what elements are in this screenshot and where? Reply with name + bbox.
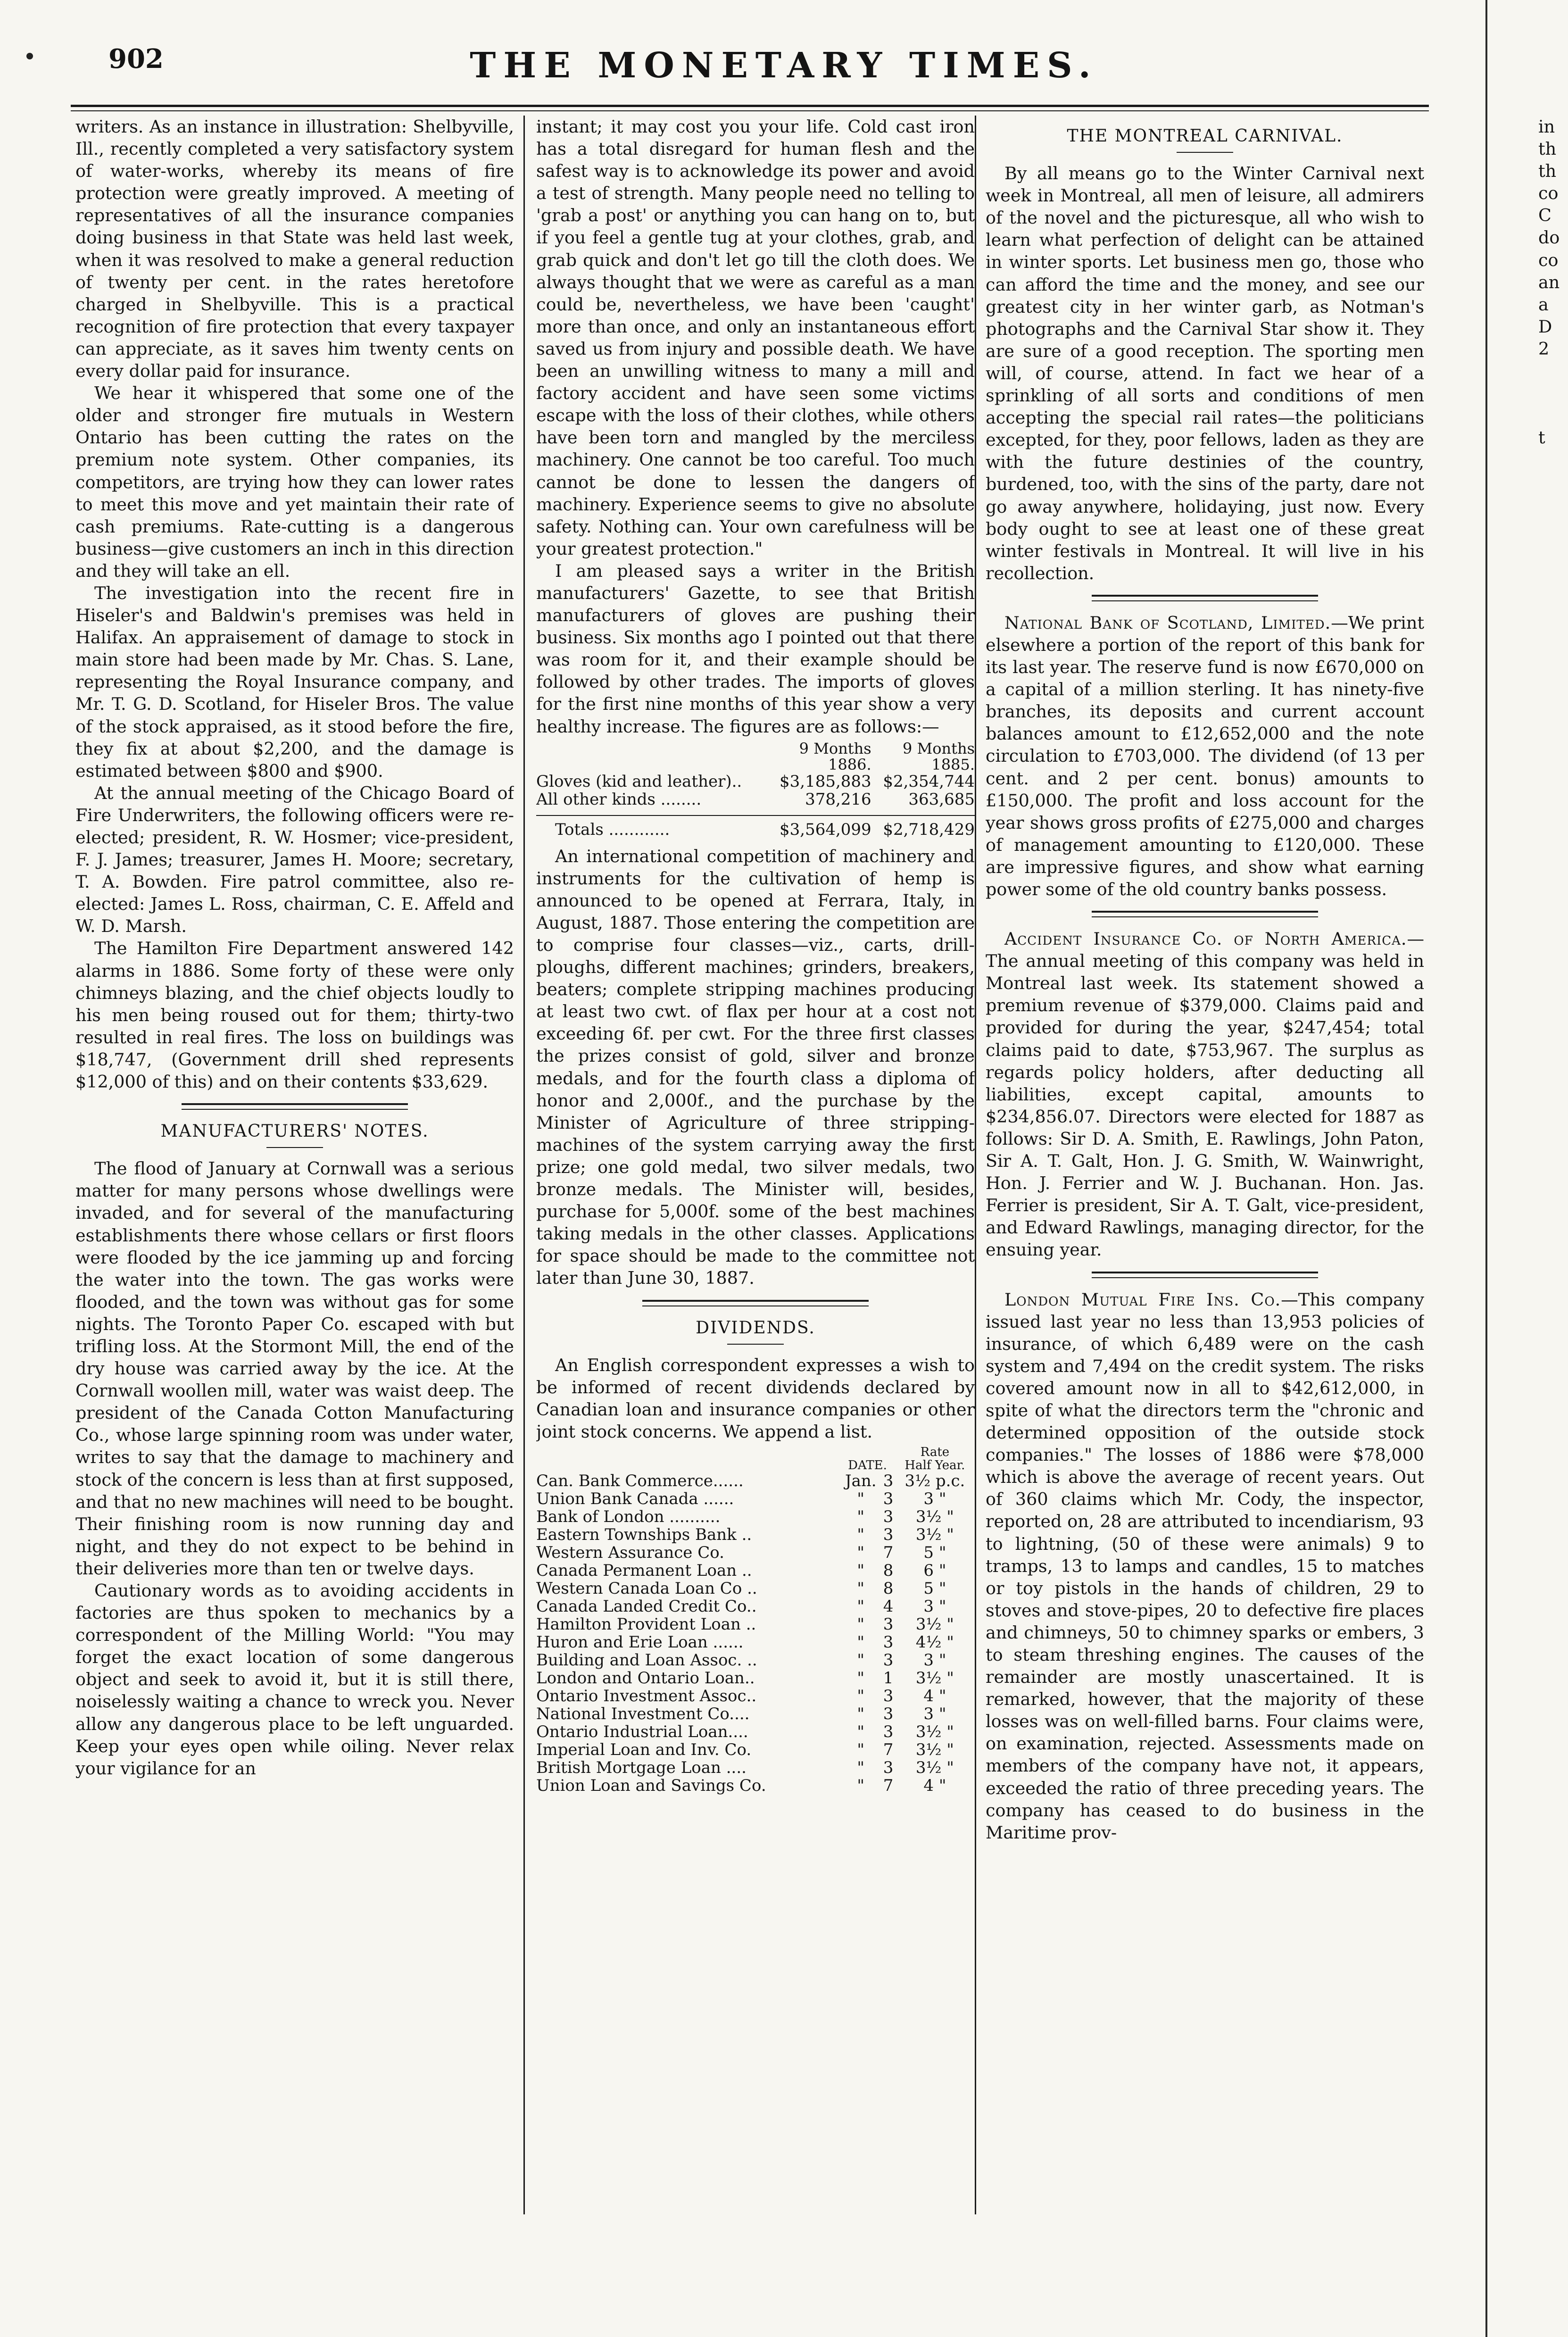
gloves-row-value-b: 363,685 [908, 790, 975, 809]
dividend-rate: 3½ " [915, 1525, 954, 1544]
paragraph-halifax-fire: The investigation into the recent fire in Hiseler's and Baldwin's premises was held in Halifax. An appraisement of damage to stock in main store had been made by Mr. Chas. S. Lane, representing the Royal Insurance company, and Mr. T. G. D. Scotland, for Hiseler Bros. The value of the stock appraised, as it stood before the fire, they fix at about $2,200, and the damage is estimated between $800 and $900. [75, 582, 514, 781]
table-row [536, 1759, 975, 1777]
edge-fragment [1538, 516, 1567, 538]
masthead-title: THE MONETARY TIMES. [470, 45, 1098, 86]
dividend-month: " [857, 1525, 865, 1544]
dividend-day: 3 [883, 1614, 894, 1634]
gloves-year-a: 1886. [828, 755, 871, 773]
paragraph-cautionary-words: Cautionary words as to avoiding accidents in factories are thus spoken to mechanics by a correspondent of the Milling World: "You may forget the exact location of some dangerous object and seek to avoid it, but it is still there, noiselessly waiting a chance to wreck you. Never allow any dangerous place to be left unguarded. Keep your eyes open while oiling. Never relax your vigilance for an [75, 1580, 514, 1779]
edge-fragment: C [1538, 205, 1551, 226]
dividend-company-name: Building and Loan Assoc. .. [536, 1650, 757, 1670]
dividend-day: 3 [883, 1686, 894, 1705]
gloves-head-a: 9 Months [799, 739, 871, 757]
gloves-row-value-b: $2,354,744 [883, 772, 975, 791]
dividend-company-name: Canada Landed Credit Co.. [536, 1597, 757, 1616]
dividend-day: 3 [883, 1632, 894, 1652]
table-row [536, 1597, 975, 1615]
table-row [536, 790, 975, 808]
paragraph-london-mutual [986, 1289, 1424, 1844]
edge-fragment: do [1538, 227, 1560, 248]
dividend-company-name: Western Assurance Co. [536, 1543, 724, 1562]
dividend-day: 3 [883, 1525, 894, 1544]
table-row [536, 1526, 975, 1544]
dividend-month: " [857, 1704, 865, 1723]
section-separator [1092, 595, 1318, 601]
table-row [536, 1651, 975, 1669]
gloves-head-b: 9 Months [902, 739, 975, 757]
table-row [536, 1472, 975, 1490]
edge-fragment: in [1538, 116, 1555, 137]
paragraph-cast-iron: instant; it may cost you your life. Cold cast iron has a total disregard for human flesh and the safest way is to acknowledge its power and avoid a test of strength. Many people need no telling to 'grab a post' or anything you can hang on to, but if you feel a gentle tug at your clothes, grab, and grab quick and don't let go till the cloth does. We always thought that we were as careful as a man could be, nevertheless, we have been 'caught' more than once, and only an instantaneous effort saved us from injury and possible death. We have been an unwilling witness to many a mill and factory accident and have seen some victims escape with the loss of their clothes, while others have been torn and mangled by the merciless machinery. One cannot be too careful. Too much cannot be done to lessen the dangers of machinery. Experience seems to give no absolute safety. Nothing can. Your own carefulness will be your greatest protection." [536, 116, 975, 559]
dividend-company-name: National Investment Co.... [536, 1704, 750, 1723]
edge-fragment: 2 [1538, 338, 1550, 359]
heading-underline [727, 1344, 784, 1345]
dividend-month: Jan. [845, 1471, 877, 1490]
gloves-year-b: 1885. [931, 755, 975, 773]
dividend-company-name: Eastern Townships Bank .. [536, 1525, 752, 1544]
heading-underline [1177, 152, 1233, 153]
dividend-company-name: Can. Bank Commerce...... [536, 1471, 744, 1490]
paragraph-british-gloves: I am pleased says a writer in the British manufacturers' Gazette, to see that British manufacturers of gloves are pushing their business. Six months ago I pointed out that there was room for it, and their example should be followed by other trades. The imports of gloves for the first nine months of this year show a very healthy increase. The figures are as follows:— [536, 560, 975, 737]
table-row [536, 1580, 975, 1597]
paragraph-montreal-carnival: By all means go to the Winter Carnival next week in Montreal, all men of leisure, all admirers of the novel and the picturesque, all who wish to learn what perfection of delight can be attained in winter sports. Let business men go, those who can afford the time and the money, and see our greatest city in her winter garb, as Notman's photographs and the Carnival Star show it. They are sure of a good reception. The sporting men will, of course, attend. In fact we hear of a sprinkling of all sorts and conditions of men accepting the special rail rates—the politicians excepted, for they, poor fellows, laden as they are with the future destinies of the country, burdened, too, with the sins of the party, dare not go away anywhere, holidaying, just now. Every body ought to see at least one of these great winter festivals in Montreal. It will live in his recollection. [986, 163, 1424, 583]
rate-head-line-1: Rate [920, 1445, 950, 1459]
dividend-rate: 5 " [923, 1543, 946, 1562]
gloves-total-b: $2,718,429 [883, 820, 975, 839]
dividend-day: 3 [883, 1758, 894, 1777]
dividend-company-name: British Mortgage Loan .... [536, 1758, 747, 1777]
column-3 [986, 116, 1424, 2219]
rate-head-line-2: Half Year. [904, 1458, 965, 1472]
section-separator [1092, 1272, 1318, 1278]
dividend-company-name: Union Bank Canada ...... [536, 1489, 734, 1508]
dividend-rate: 3½ " [915, 1758, 954, 1777]
item-body: —The annual meeting of this company was held in Montreal last week. Its statement showed a premium revenue of $379,000. Claims paid and provided for during the year, $247,454; total claims paid to date, $753,967. The surplus as regards policy holders, after deducting all liabilities, except capital, amounts to $234,856.07. Directors were elected for 1887 as follows: Sir D. A. Smith, E. Rawlings, John Paton, Sir A. T. Galt, Hon. J. G. Smith, W. Wainwright, Hon. J. Ferrier and W. J. Buchanan. Hon. Jas. Ferrier is president, Sir A. T. Galt, vice-president, and Edward Rawlings, managing director, for the ensuing year. [986, 929, 1424, 1260]
dividend-rate: 6 " [923, 1561, 946, 1580]
item-title: Accident Insurance Co. of North America. [1004, 929, 1407, 949]
dividend-month: " [857, 1650, 865, 1670]
dividend-day: 3 [883, 1650, 894, 1670]
dividend-month: " [857, 1489, 865, 1508]
dividend-month: " [857, 1561, 865, 1580]
dividend-rate: 4 " [923, 1686, 946, 1705]
dividend-company-name: Canada Permanent Loan .. [536, 1561, 752, 1580]
dividends-rate-head [895, 1446, 975, 1472]
table-row [536, 773, 975, 790]
dividend-rate: 3 " [923, 1489, 946, 1508]
table-row [536, 1687, 975, 1705]
edge-fragment [1538, 382, 1567, 404]
edge-fragment: a [1538, 294, 1549, 315]
table-row [536, 1777, 975, 1795]
dividend-day: 7 [883, 1776, 894, 1795]
dividend-company-name: London and Ontario Loan.. [536, 1668, 755, 1688]
dividend-rate: 3½ " [915, 1614, 954, 1634]
page-number: 902 [108, 43, 164, 75]
edge-fragment [1538, 560, 1567, 582]
dividend-month: " [857, 1668, 865, 1688]
edge-fragment: co [1538, 250, 1559, 270]
gloves-total-label: Totals ............ [555, 820, 670, 839]
edge-fragment [1538, 493, 1567, 516]
gloves-row-value-a: 378,216 [805, 790, 871, 809]
paragraph-national-bank-scotland [986, 612, 1424, 900]
edge-fragment: D [1538, 316, 1552, 337]
dividend-rate: 4 " [923, 1776, 946, 1795]
dividend-company-name: Imperial Loan and Inv. Co. [536, 1740, 752, 1759]
dividend-month: " [857, 1758, 865, 1777]
dividend-company-name: Ontario Industrial Loan.... [536, 1722, 748, 1741]
section-separator [182, 1103, 408, 1110]
dividend-day: 3 [883, 1722, 894, 1741]
dividend-month: " [857, 1740, 865, 1759]
dividend-month: " [857, 1614, 865, 1634]
edge-fragment [1538, 404, 1567, 426]
dividend-rate: 3½ " [915, 1668, 954, 1688]
edge-fragment [1538, 538, 1567, 560]
dividend-rate: 3 " [923, 1597, 946, 1616]
dividend-company-name: Western Canada Loan Co .. [536, 1579, 757, 1598]
dividend-month: " [857, 1722, 865, 1741]
dividend-rate: 3 " [923, 1650, 946, 1670]
column-divider-2 [975, 116, 976, 2214]
paragraph-accident-insurance [986, 928, 1424, 1261]
dividend-day: 7 [883, 1740, 894, 1759]
dividend-month: " [857, 1686, 865, 1705]
masthead-rule-thick [71, 105, 1429, 107]
heading-manufacturers-notes: MANUFACTURERS' NOTES. [160, 1122, 429, 1141]
gloves-row-label: All other kinds ........ [536, 790, 702, 809]
dividend-day: 1 [883, 1668, 894, 1688]
paragraph-dividends-intro: An English correspondent expresses a wish to be informed of recent dividends declared by Canadian loan and insurance companies or other joint stock concerns. We append a list. [536, 1355, 975, 1442]
table-row [536, 1723, 975, 1741]
column-2 [536, 116, 975, 2219]
dividend-month: " [857, 1776, 865, 1795]
section-separator [1092, 911, 1318, 917]
dividend-day: 3 [883, 1471, 894, 1490]
heading-underline [266, 1147, 323, 1148]
adjacent-page-fragments [1538, 116, 1567, 582]
paragraph-cornwall-flood: The flood of January at Cornwall was a serious matter for many persons whose dwellings were invaded, and for several of the manufacturing establishments there whose cellars or first floors were flooded by the ice jamming up and forcing the water into the town. The gas works were flooded, and the town was without gas for some nights. The Toronto Paper Co. escaped with but trifling loss. At the Stormont Mill, the end of the dry house was carried away by the ice. At the Cornwall woollen mill, water was waist deep. The president of the Canada Cotton Manufacturing Co., whose large spinning room was under water, writes to say that the damage to machinery and stock of the concern is less than at first supposed, and that no new machines will need to be bought. Their finishing room is now running day and night, and they do not expect to be behind in their deliveries more than ten or twelve days. [75, 1158, 514, 1579]
gloves-row-value-a: $3,185,883 [780, 772, 871, 791]
dividend-rate: 3½ p.c. [904, 1471, 965, 1490]
gloves-total-a: $3,564,099 [780, 820, 871, 839]
table-row [536, 1490, 975, 1508]
table-row [536, 1615, 975, 1633]
item-title: London Mutual Fire Ins. Co. [1004, 1289, 1281, 1310]
page-gutter-line [1485, 0, 1487, 2337]
edge-fragment: th [1538, 161, 1557, 182]
item-title: National Bank of Scotland, Limited. [1004, 612, 1331, 633]
table-row [536, 1669, 975, 1687]
dividends-table [536, 1446, 975, 1795]
dividend-rate: 5 " [923, 1579, 946, 1598]
table-row [536, 1562, 975, 1580]
gloves-row-label: Gloves (kid and leather).. [536, 772, 742, 791]
dividend-month: " [857, 1579, 865, 1598]
dividend-month: " [857, 1507, 865, 1526]
edge-fragment [1538, 360, 1567, 382]
dividend-day: 4 [883, 1597, 894, 1616]
paragraph-shelbyville: writers. As an instance in illustration: Shelbyville, Ill., recently completed a very satisfactory system of water-works, whereby its means of fire protection were greatly improved. A meeting of representatives of all the insurance companies doing business in that State was held last week, when it was resolved to make a general reduction of twenty per cent. in the rates heretofore charged in Shelbyville. This is a practical recognition of fire protection that every taxpayer can appreciate, as it saves him twenty cents on every dollar paid for insurance. [75, 116, 514, 382]
dividend-rate: 3½ " [915, 1740, 954, 1759]
table-row [536, 1508, 975, 1526]
dividend-company-name: Bank of London .......... [536, 1507, 721, 1526]
column-1 [75, 116, 514, 2219]
dividend-day: 3 [883, 1507, 894, 1526]
paragraph-hemp-competition: An international competition of machinery and instruments for the cultivation of hemp is announced to be opened at Ferrara, Italy, in August, 1887. Those entering the competition are to comprise four classes—viz., carts, drill-ploughs, different machines; grinders, breakers, beaters; complete stripping machines producing at least two cwt. of flax per hour at a cost not exceeding 6f. per cwt. For the three first classes the prizes consist of gold, silver and bronze medals, and for the fourth class a diploma of honor and 2,000f., and the purchase by the Minister of Agriculture of three stripping-machines of the system carrying away the first prize; one gold medal, two silver medals, two bronze medals. The Minister will, besides, purchase for 5,000f. some of the best machines taking medals in the other classes. Applications for space should be made to the committee not later than June 30, 1887. [536, 846, 975, 1289]
table-row [536, 1705, 975, 1723]
heading-dividends: DIVIDENDS. [696, 1318, 815, 1338]
masthead-rule-thin [71, 110, 1429, 111]
dividend-rate: 3½ " [915, 1507, 954, 1526]
paragraph-hamilton-fire: The Hamilton Fire Department answered 142 alarms in 1886. Some forty of these were only chimneys blazing, and the chief objects loudly to his men being roused out for them; thirty-two resulted in real fires. The loss on buildings was $18,747, (Government drill shed represents $12,000 of this) and on their contents $33,629. [75, 938, 514, 1092]
paragraph-fire-mutuals: We hear it whispered that some one of the older and stronger fire mutuals in Western Ontario has been cutting the rates on the premium note system. Other companies, its competitors, are trying how they can lower rates to meet this move and yet maintain their rate of cash premiums. Rate-cutting is a dangerous business—give customers an inch in this direction and they will take an ell. [75, 383, 514, 581]
edge-fragment: t [1538, 427, 1545, 448]
gloves-total-row [536, 815, 975, 839]
dividend-company-name: Union Loan and Savings Co. [536, 1776, 766, 1795]
dividend-day: 8 [883, 1579, 894, 1598]
dividend-company-name: Hamilton Provident Loan .. [536, 1614, 756, 1634]
item-body: —We print elsewhere a portion of the report of this bank for its last year. The reserve fund is now £670,000 on a capital of a million sterling. It has ninety-five branches, its deposits and current account balances amount to £12,652,000 and the note circulation to £703,000. The dividend (of 13 per cent. and 2 per cent. bonus) amounts to £150,000. The profit and loss account for the year shows gross profits of £275,000 and charges of management amounting to £120,000. These are impressive figures, and show what earning power some of the old country banks possess. [986, 612, 1424, 899]
table-row [536, 1544, 975, 1562]
dividend-rate: 3 " [923, 1704, 946, 1723]
edge-fragment [1538, 471, 1567, 493]
table-row [536, 1633, 975, 1651]
edge-fragment: an [1538, 272, 1560, 292]
dividend-rate: 4½ " [915, 1632, 954, 1652]
dividend-day: 7 [883, 1543, 894, 1562]
edge-fragment: th [1538, 139, 1557, 159]
table-row [536, 1741, 975, 1759]
dividend-month: " [857, 1543, 865, 1562]
dividend-company-name: Huron and Erie Loan ...... [536, 1632, 744, 1652]
paragraph-chicago-board: At the annual meeting of the Chicago Board of Fire Underwriters, the following officers were re-elected; president, R. W. Hosmer; vice-president, F. J. James; treasurer, James H. Moore; secretary, T. A. Bowden. Fire patrol committee, also re-elected: James L. Ross, chairman, C. E. Affeld and W. D. Marsh. [75, 782, 514, 937]
dividends-date-head: DATE. [848, 1458, 887, 1472]
section-separator [642, 1300, 869, 1306]
column-divider-1 [523, 116, 525, 2214]
gloves-import-table [536, 740, 975, 839]
heading-montreal-carnival: THE MONTREAL CARNIVAL. [1067, 126, 1343, 146]
edge-fragment [1538, 449, 1567, 471]
item-body: —This company issued last year no less than 13,953 policies of insurance, of which 6,489 were on the cash system and 7,494 on the credit system. The risks covered amount now in all to $42,612,000, in spite of what the directors term the "chronic and determined opposition of the outside stock companies." The losses of 1886 were $78,000 which is above the average of recent years. Out of 360 claims which Mr. Cody, the inspector, reported on, 28 are attributed to incendiarism, 93 to lightning, (50 of these were animals) 9 to tramps, 13 to lamps and candles, 15 to matches or toy pistols in the hands of children, 29 to stoves and stove-pipes, 20 to defective fire places and chimneys, 50 to chimney sparks or embers, 3 to steam threshing engines. The causes of the remainder are mostly unascertained. It is remarked, however, that the majority of these losses was on well-filled barns. Four claims were, on examination, rejected. Assessments made on members of the company have not, it appears, exceeded the ratio of three preceding years. The company has ceased to do business in the Maritime prov- [986, 1289, 1424, 1843]
dividend-day: 3 [883, 1489, 894, 1508]
dividend-company-name: Ontario Investment Assoc.. [536, 1686, 757, 1705]
dividend-day: 3 [883, 1704, 894, 1723]
dividend-month: " [857, 1597, 865, 1616]
dividend-month: " [857, 1632, 865, 1652]
dividend-day: 8 [883, 1561, 894, 1580]
dividend-rate: 3½ " [915, 1722, 954, 1741]
edge-fragment: co [1538, 183, 1559, 204]
